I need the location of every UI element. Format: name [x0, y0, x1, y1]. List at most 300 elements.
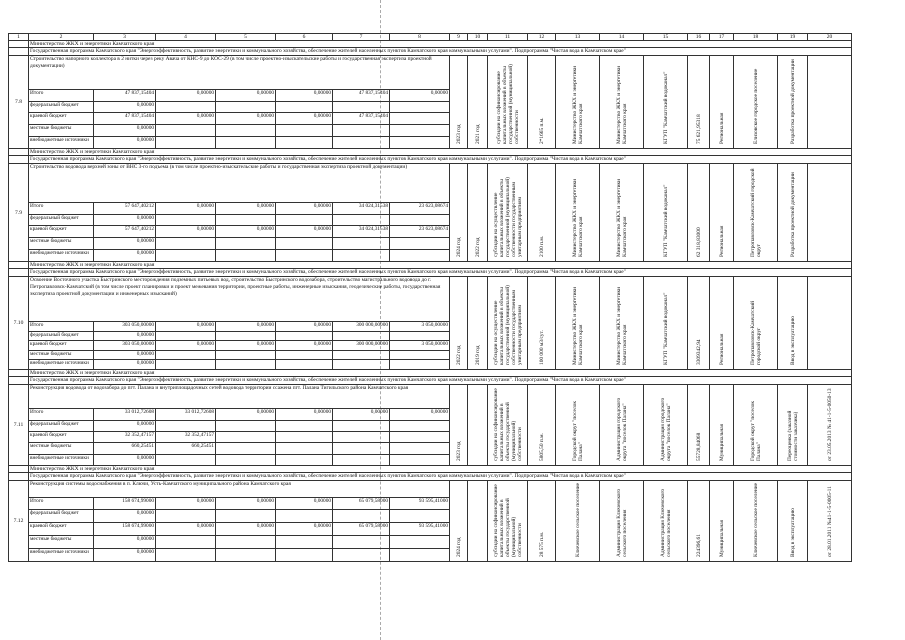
fund-value: 65 079,58000	[333, 497, 390, 510]
fund-value	[333, 101, 390, 113]
vertical-text: 62 318,83000	[695, 227, 702, 257]
fund-value	[333, 454, 390, 465]
cell-c16	[688, 164, 710, 262]
vertical-text: субсидии на софинансирование капитальных вложений в объекты государственной (муниципальной) собственности	[495, 64, 520, 144]
fund-label: внебюджетные источники	[29, 549, 94, 562]
fund-value	[216, 510, 276, 523]
vertical-text: Администрация городского округа "поселок Палана"	[615, 397, 628, 461]
fund-value: 0,00000	[276, 202, 333, 214]
cell-c17	[710, 481, 734, 562]
fund-value	[390, 238, 450, 250]
cell-c11	[488, 481, 528, 562]
cell-c14	[600, 56, 644, 149]
cell-c12	[528, 277, 556, 370]
ministry-name: Министерство ЖКХ и энергетики Камчатского края	[29, 262, 852, 269]
fund-value: 57 647,40212	[94, 226, 156, 238]
fund-value	[390, 331, 450, 341]
fund-value	[216, 420, 276, 431]
fund-label: краевой бюджет	[29, 226, 94, 238]
cell-c9	[450, 277, 468, 370]
cell-c14	[600, 164, 644, 262]
ministry-row	[9, 149, 852, 156]
fund-value: 47 837,15404	[333, 113, 390, 125]
fund-value	[156, 350, 216, 360]
fund-value: 0,00000	[94, 350, 156, 360]
vertical-text: Министерство ЖКХ и энергетики Камчатского края	[615, 286, 628, 365]
ministry-row	[9, 262, 852, 269]
fund-value	[390, 101, 450, 113]
cell-c20	[808, 164, 852, 262]
vertical-text: субсидии на софинансирование капитальных вложений в объекты государственной (муниципальной) собственности	[492, 388, 523, 461]
vertical-text: Министерство ЖКХ и энергетики Камчатского края	[571, 178, 584, 257]
vertical-text: 2023 год	[455, 124, 462, 144]
fund-value: 0,00000	[216, 497, 276, 510]
fund-value	[216, 250, 276, 262]
fund-value	[390, 510, 450, 523]
cell-c20	[808, 277, 852, 370]
cell-c9	[450, 481, 468, 562]
vertical-text: КГУП "Камчатский водоканал"	[662, 184, 669, 257]
vertical-text: 100 000 м3/сут.	[538, 330, 545, 365]
row-number: 7.9	[9, 164, 29, 262]
vertical-text: 5805,50 п.м.	[538, 433, 545, 461]
program-row	[9, 269, 852, 277]
row-number: 7.10	[9, 277, 29, 370]
cell-c10	[468, 277, 488, 370]
cell-c14	[600, 385, 644, 466]
fund-label: местные бюджеты	[29, 443, 94, 454]
cell-c13	[556, 385, 600, 466]
fund-value	[390, 549, 450, 562]
fund-value	[156, 250, 216, 262]
vertical-text: Региональная	[718, 225, 725, 257]
fund-value: 0,00000	[390, 89, 450, 101]
fund-value	[333, 431, 390, 442]
fund-value: 47 837,15404	[94, 113, 156, 125]
fund-value: 34 024,31538	[333, 202, 390, 214]
fund-value	[333, 125, 390, 137]
fund-value	[216, 137, 276, 149]
fund-value	[333, 250, 390, 262]
fund-label: внебюджетные источники	[29, 250, 94, 262]
cell-c18	[734, 277, 778, 370]
fund-value: 0,00000	[216, 113, 276, 125]
cell-c14	[600, 481, 644, 562]
fund-label: краевой бюджет	[29, 523, 94, 536]
vertical-text: от 23.05.2013 № 41-1-5-0050-13	[826, 388, 833, 461]
fund-value: 32 352,47157	[156, 431, 216, 442]
project-description: Освоение Восточного участка Быстринского месторождения подземных питьевых вод, строительство Быстринского водозабора, строительство магистрального водовода до г. Петропавловск-Камчатский (в том числе проект планировки и проект межевания территории, проектные работы, инженерные изыскания, геодезические работы, государственная экспертиза проектной документации и инженерных изысканий)	[29, 277, 450, 322]
program-name: Государственная программа Камчатского края "Энергоэффективность, развитие энергетики и коммунального хозяйства, обеспечение жителей населенных пунктов Камчатского края коммунальными услугами". Подпрограмма "Чистая вода в Камчатском крае"	[29, 48, 852, 56]
fund-label: Итого	[29, 322, 94, 332]
fund-value: 0,00000	[94, 549, 156, 562]
fund-value	[156, 454, 216, 465]
cell-c16	[688, 385, 710, 466]
cell-c18	[734, 385, 778, 466]
ministry-name: Министерство ЖКХ и энергетики Камчатского края	[29, 370, 852, 377]
vertical-text: Ввод в эксплуатацию	[789, 316, 796, 365]
fund-value: 32 352,47157	[94, 431, 156, 442]
ministry-row	[9, 370, 852, 377]
fund-label: внебюджетные источники	[29, 360, 94, 370]
vertical-text: 3309342,94	[695, 339, 702, 365]
fund-value	[216, 331, 276, 341]
vertical-text: Министерство ЖКХ и энергетики Камчатского края	[571, 286, 584, 365]
cell-c17	[710, 385, 734, 466]
vertical-text: Региональная	[718, 333, 725, 365]
cell-c12	[528, 481, 556, 562]
vertical-text: Городской округ "поселок Палана"	[571, 401, 584, 461]
ministry-name: Министерство ЖКХ и энергетики Камчатского края	[29, 41, 852, 48]
fund-value: 0,00000	[276, 409, 333, 420]
vertical-text: субсидии на софинансирование капитальных вложений в объекты государственной (муниципальной) собственности	[492, 484, 523, 557]
row-number: 7.8	[9, 56, 29, 149]
vertical-text: Министерство ЖКХ и энергетики Камчатского края	[615, 178, 628, 257]
ministry-name: Министерство ЖКХ и энергетики Камчатского края	[29, 466, 852, 473]
ministry-row	[9, 41, 852, 48]
cell-c13	[556, 164, 600, 262]
project-row	[9, 481, 852, 498]
fund-label: местные бюджеты	[29, 350, 94, 360]
vertical-text: 2019 год	[474, 345, 481, 365]
project-row	[9, 385, 852, 409]
fund-label: местные бюджеты	[29, 125, 94, 137]
fund-value: 33 012,72608	[156, 409, 216, 420]
fund-value	[390, 454, 450, 465]
vertical-text: 2*1665 п.м.	[538, 117, 545, 144]
fund-value: 303 050,00000	[94, 341, 156, 351]
program-name: Государственная программа Камчатского края "Энергоэффективность, развитие энергетики и коммунального хозяйства, обеспечение жителей населенных пунктов Камчатского края коммунальными услугами". Подпрограмма "Чистая вода в Камчатском крае"	[29, 473, 852, 481]
fund-value	[390, 431, 450, 442]
fund-value: 0,00000	[156, 113, 216, 125]
fund-value	[216, 454, 276, 465]
fund-value	[333, 331, 390, 341]
project-description: Строительство напорного коллектора в 2 нитки через реку Авача от КНС-9 до КОС-29 (в том числе проектно-изыскательские работы и государственная экспертиза проектной документации)	[29, 56, 450, 90]
vertical-text: Муниципальная	[718, 423, 725, 461]
fund-value	[276, 101, 333, 113]
fund-value	[276, 510, 333, 523]
fund-value: 23 623,08674	[390, 226, 450, 238]
fund-value: 0,00000	[216, 89, 276, 101]
fund-value	[156, 549, 216, 562]
cell-c15	[644, 56, 688, 149]
fund-value	[156, 101, 216, 113]
fund-value	[333, 549, 390, 562]
fund-value	[276, 431, 333, 442]
fund-value: 0,00000	[156, 341, 216, 351]
fund-value: 0,00000	[216, 523, 276, 536]
fund-value: 47 837,15404	[94, 89, 156, 101]
fund-value: 660,25451	[94, 443, 156, 454]
fund-value: 0,00000	[156, 497, 216, 510]
fund-value	[390, 250, 450, 262]
fund-value: 300 000,00000	[333, 322, 390, 332]
cell-c20	[808, 481, 852, 562]
fund-value: 0,00000	[156, 523, 216, 536]
vertical-text: Региональная	[718, 112, 725, 144]
vertical-text: Елизовское городское поселение	[752, 68, 759, 144]
vertical-text: Разработка проектной документации	[789, 172, 796, 257]
fund-value	[156, 420, 216, 431]
fund-value	[156, 214, 216, 226]
vertical-text: Петропавловск-Камчатский городской округ	[749, 168, 762, 257]
cell-c17	[710, 164, 734, 262]
fund-value	[216, 536, 276, 549]
cell-c18	[734, 164, 778, 262]
vertical-text: Петропавловск-Камчатский городской округ	[749, 300, 762, 365]
fund-value	[216, 101, 276, 113]
cell-c19	[778, 56, 808, 149]
fund-value	[276, 137, 333, 149]
cell-c9	[450, 56, 468, 149]
vertical-text: Разработка проектной документации	[789, 59, 796, 144]
fund-value: 0,00000	[333, 409, 390, 420]
fund-value	[276, 214, 333, 226]
column-number-row: 1 2 3 4 5 6 7 8 9 10 11 12 13 14 15 16 17 18 19 20	[9, 34, 852, 41]
fund-value	[276, 454, 333, 465]
cell-c9	[450, 164, 468, 262]
cell-c9	[450, 385, 468, 466]
fund-value: 300 000,00000	[333, 341, 390, 351]
program-row	[9, 156, 852, 164]
vertical-text: 2022 год	[455, 345, 462, 365]
cell-c16	[688, 56, 710, 149]
project-row	[9, 56, 852, 90]
fund-value: 0,00000	[216, 409, 276, 420]
fund-value: 3 050,00000	[390, 341, 450, 351]
fund-value: 0,00000	[216, 322, 276, 332]
fund-label: Итого	[29, 497, 94, 510]
cell-c11	[488, 56, 528, 149]
vertical-text: 2023 год	[455, 441, 462, 461]
vertical-text: 2021 год	[474, 124, 481, 144]
fund-label: внебюджетные источники	[29, 454, 94, 465]
fund-value: 93 595,41000	[390, 523, 450, 536]
cell-c15	[644, 277, 688, 370]
vertical-text: 2100 п.м.	[538, 235, 545, 257]
cell-c10	[468, 385, 488, 466]
fund-value	[276, 331, 333, 341]
program-row	[9, 473, 852, 481]
cell-c17	[710, 277, 734, 370]
vertical-text: Администрация Ключевского сельского поселения	[615, 488, 628, 557]
fund-label: федеральный бюджет	[29, 101, 94, 113]
cell-c19	[778, 481, 808, 562]
vertical-text: Муниципальная	[718, 519, 725, 557]
fund-value: 0,00000	[276, 89, 333, 101]
cell-c17	[710, 56, 734, 149]
program-name: Государственная программа Камчатского края "Энергоэффективность, развитие энергетики и коммунального хозяйства, обеспечение жителей населенных пунктов Камчатского края коммунальными услугами". Подпрограмма "Чистая вода в Камчатском крае"	[29, 269, 852, 277]
project-description: Строительство водовода верхней зоны от ВНС 3-го подъема (в том числе проектно-изыскательские работы и государственная экспертиза проектной документации)	[29, 164, 450, 203]
fund-value: 0,00000	[94, 420, 156, 431]
fund-value: 0,00000	[156, 226, 216, 238]
cell-c10	[468, 164, 488, 262]
cell-c16	[688, 277, 710, 370]
fund-value	[390, 443, 450, 454]
vertical-text: 55728,84068	[695, 432, 702, 461]
fund-label: местные бюджеты	[29, 238, 94, 250]
fund-value: 0,00000	[94, 510, 156, 523]
cell-c11	[488, 164, 528, 262]
cell-c15	[644, 385, 688, 466]
vertical-text: субсидии на осуществление капитальных вложений в объекты государственной (муниципальной) собственности государственным унитарным предприятиям	[492, 285, 523, 365]
fund-value: 0,00000	[94, 238, 156, 250]
fund-value	[156, 510, 216, 523]
cell-c15	[644, 164, 688, 262]
vertical-text: Министерство ЖКХ и энергетики Камчатского края	[571, 65, 584, 144]
fund-value	[333, 214, 390, 226]
fund-value: 57 647,40212	[94, 202, 156, 214]
fund-value: 0,00000	[276, 113, 333, 125]
fund-value	[216, 360, 276, 370]
fund-value: 158 674,99000	[94, 497, 156, 510]
fund-value	[276, 420, 333, 431]
fund-value: 33 012,72608	[94, 409, 156, 420]
investment-table	[8, 33, 852, 562]
fund-value	[333, 510, 390, 523]
fund-value: 303 050,00000	[94, 322, 156, 332]
fund-value	[333, 360, 390, 370]
fund-value	[390, 214, 450, 226]
ministry-name: Министерство ЖКХ и энергетики Камчатского края	[29, 149, 852, 156]
ministry-row	[9, 466, 852, 473]
fund-value: 660,25451	[156, 443, 216, 454]
fund-value: 0,00000	[216, 341, 276, 351]
fund-value	[216, 125, 276, 137]
fund-label: федеральный бюджет	[29, 510, 94, 523]
program-name: Государственная программа Камчатского края "Энергоэффективность, развитие энергетики и коммунального хозяйства, обеспечение жителей населенных пунктов Камчатского края коммунальными услугами". Подпрограмма "Чистая вода в Камчатском крае"	[29, 377, 852, 385]
fund-value: 0,00000	[94, 125, 156, 137]
fund-value	[156, 137, 216, 149]
fund-value	[333, 238, 390, 250]
fund-label: федеральный бюджет	[29, 214, 94, 226]
fund-value: 0,00000	[276, 523, 333, 536]
fund-value: 34 024,31538	[333, 226, 390, 238]
fund-value: 0,00000	[276, 322, 333, 332]
fund-value: 0,00000	[390, 409, 450, 420]
fund-value: 0,00000	[276, 497, 333, 510]
fund-value: 0,00000	[276, 226, 333, 238]
fund-value: 158 674,99000	[94, 523, 156, 536]
cell-c18	[734, 56, 778, 149]
vertical-text: 2022 год	[474, 237, 481, 257]
vertical-text: 2024 год	[455, 537, 462, 557]
fund-value	[390, 113, 450, 125]
fund-value	[276, 536, 333, 549]
project-description: Реконструкция водовода от водозабора до пгт. Палана и внутриплощадочных сетей водовода территории ссажена пгт. Палана Тигильского района Камчатского края	[29, 385, 450, 409]
fund-value	[216, 350, 276, 360]
fund-value: 0,00000	[94, 536, 156, 549]
fund-label: Итого	[29, 89, 94, 101]
fund-value	[156, 238, 216, 250]
fund-value	[276, 238, 333, 250]
fund-value: 0,00000	[216, 202, 276, 214]
fund-value	[390, 420, 450, 431]
vertical-text: 28 575 п.м.	[538, 531, 545, 557]
fund-label: Итого	[29, 409, 94, 420]
fund-value	[156, 331, 216, 341]
fund-label: Итого	[29, 202, 94, 214]
fund-value	[276, 350, 333, 360]
vertical-text: 2024 год	[455, 237, 462, 257]
cell-c13	[556, 277, 600, 370]
fund-value	[276, 250, 333, 262]
fund-label: краевой бюджет	[29, 431, 94, 442]
cell-c11	[488, 385, 528, 466]
row-number: 7.11	[9, 385, 29, 466]
fund-value	[333, 137, 390, 149]
fund-label: внебюджетные источники	[29, 137, 94, 149]
cell-c11	[488, 277, 528, 370]
cell-c18	[734, 481, 778, 562]
vertical-text: Ключевское сельское поселение	[574, 482, 581, 557]
program-row	[9, 377, 852, 385]
fund-value	[390, 350, 450, 360]
fund-value	[156, 360, 216, 370]
fund-value: 0,00000	[94, 454, 156, 465]
vertical-text: Переоценка (заказной стоимости заказчика)	[786, 410, 799, 461]
fund-value: 0,00000	[156, 89, 216, 101]
vertical-text: Администрация городского округа "поселок Палана"	[659, 397, 672, 461]
vertical-text: 224396,61	[695, 534, 702, 557]
fund-value	[276, 549, 333, 562]
fund-value	[390, 360, 450, 370]
fund-value: 23 623,08674	[390, 202, 450, 214]
vertical-text: Ввод в эксплуатацию	[789, 508, 796, 557]
vertical-text: Министерство ЖКХ и энергетики Камчатского края	[615, 65, 628, 144]
cell-c15	[644, 481, 688, 562]
fund-value: 93 595,41000	[390, 497, 450, 510]
cell-c12	[528, 385, 556, 466]
project-description: Реконструкция системы водоснабжения в п. Ключи, Усть-Камчатского муниципального района Камчатского края	[29, 481, 450, 498]
cell-c14	[600, 277, 644, 370]
fund-value: 3 050,00000	[390, 322, 450, 332]
fund-value: 0,00000	[94, 360, 156, 370]
vertical-text: субсидии на осуществление капитальных вложений в объекты государственной (муниципальной) собственности государственным унитарным предприятиям	[492, 177, 523, 257]
cell-c19	[778, 164, 808, 262]
fund-value: 0,00000	[156, 322, 216, 332]
fund-value: 0,00000	[94, 250, 156, 262]
fund-value	[276, 360, 333, 370]
cell-c20	[808, 56, 852, 149]
fund-label: краевой бюджет	[29, 113, 94, 125]
fund-label: местные бюджеты	[29, 536, 94, 549]
cell-c20	[808, 385, 852, 466]
fund-value: 0,00000	[276, 341, 333, 351]
fund-value: 0,00000	[216, 226, 276, 238]
cell-c12	[528, 164, 556, 262]
fund-value	[333, 350, 390, 360]
fund-value	[156, 125, 216, 137]
fund-value: 0,00000	[94, 214, 156, 226]
fund-label: федеральный бюджет	[29, 420, 94, 431]
vertical-text: Ключевское сельское поселение	[752, 482, 759, 557]
fund-value	[390, 125, 450, 137]
program-name: Государственная программа Камчатского края "Энергоэффективность, развитие энергетики и коммунального хозяйства, обеспечение жителей населенных пунктов Камчатского края коммунальными услугами". Подпрограмма "Чистая вода в Камчатском крае"	[29, 156, 852, 164]
cell-c13	[556, 56, 600, 149]
fund-value	[333, 443, 390, 454]
cell-c13	[556, 481, 600, 562]
project-row	[9, 164, 852, 203]
fund-value	[390, 137, 450, 149]
cell-c16	[688, 481, 710, 562]
row-number: 7.12	[9, 481, 29, 562]
fund-value	[156, 536, 216, 549]
fund-value: 65 079,58000	[333, 523, 390, 536]
fund-value	[216, 549, 276, 562]
fund-value	[390, 536, 450, 549]
fund-value	[333, 536, 390, 549]
